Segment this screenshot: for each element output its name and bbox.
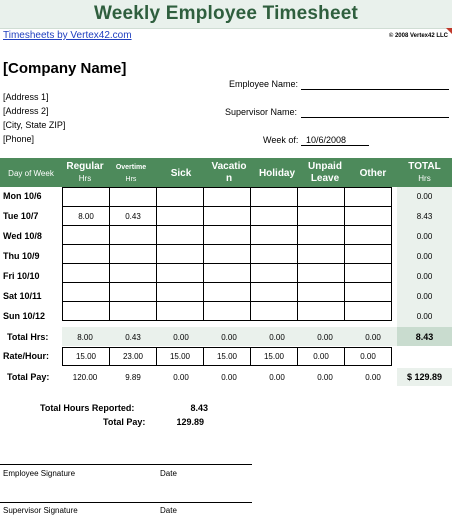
hours-cell[interactable] bbox=[63, 226, 110, 245]
rate-row bbox=[62, 347, 392, 366]
hours-cell[interactable] bbox=[204, 245, 251, 264]
day-label: Fri 10/10 bbox=[3, 271, 40, 281]
day-label: Sun 10/12 bbox=[3, 311, 46, 321]
total-pay-value: 0.00 bbox=[365, 373, 381, 382]
employee-signature-line[interactable] bbox=[0, 464, 252, 465]
hours-cell[interactable] bbox=[251, 245, 298, 264]
hours-cell[interactable] bbox=[298, 264, 345, 283]
supervisor-signature-label: Supervisor Signature bbox=[3, 506, 78, 515]
total-hours-reported-label: Total Hours Reported: bbox=[40, 403, 135, 413]
hours-cell[interactable] bbox=[345, 283, 392, 302]
col-day-of-week: Day of Week bbox=[8, 169, 54, 178]
hours-cell[interactable] bbox=[204, 302, 251, 321]
hours-cell[interactable] bbox=[345, 226, 392, 245]
hours-cell[interactable] bbox=[157, 264, 204, 283]
col-vacation-label-a: Vacatio bbox=[211, 161, 247, 172]
col-other: Other bbox=[359, 168, 387, 179]
rate-label: Rate/Hour: bbox=[3, 351, 50, 361]
city-state-zip[interactable]: [City, State ZIP] bbox=[3, 120, 66, 130]
hours-cell[interactable]: 8.00 bbox=[63, 207, 110, 226]
hours-cell[interactable] bbox=[63, 264, 110, 283]
table-row bbox=[63, 188, 392, 207]
hours-cell[interactable] bbox=[63, 302, 110, 321]
total-hrs-value: 8.00 bbox=[77, 333, 93, 342]
supervisor-name-label: Supervisor Name: bbox=[225, 107, 298, 117]
hours-cell[interactable] bbox=[157, 283, 204, 302]
day-label: Wed 10/8 bbox=[3, 231, 42, 241]
supervisor-date-label: Date bbox=[160, 506, 177, 515]
hours-cell[interactable] bbox=[157, 207, 204, 226]
company-name[interactable]: [Company Name] bbox=[3, 60, 127, 77]
hours-cell[interactable] bbox=[110, 264, 157, 283]
table-row bbox=[63, 348, 392, 366]
day-total: 0.00 bbox=[416, 312, 433, 321]
employee-signature-label: Employee Signature bbox=[3, 469, 76, 478]
table-row bbox=[63, 283, 392, 302]
total-pay-value: 0.00 bbox=[317, 373, 333, 382]
day-label: Mon 10/6 bbox=[3, 191, 42, 201]
day-total: 0.00 bbox=[416, 192, 433, 201]
col-overtime-label: Overtime bbox=[115, 164, 147, 171]
hours-cell[interactable] bbox=[110, 226, 157, 245]
summary-total-pay-label: Total Pay: bbox=[103, 417, 146, 427]
col-unpaid-label-b: Leave bbox=[310, 173, 340, 184]
total-pay-value: 0.00 bbox=[221, 373, 237, 382]
col-unpaid-label-a: Unpaid bbox=[308, 161, 342, 172]
rate-cell[interactable]: 0.00 bbox=[298, 348, 345, 366]
day-total: 0.00 bbox=[416, 272, 433, 281]
summary-total-pay-value: 129.89 bbox=[176, 417, 204, 427]
hours-cell[interactable] bbox=[204, 264, 251, 283]
hours-cell[interactable] bbox=[345, 302, 392, 321]
address-line-1[interactable]: [Address 1] bbox=[3, 92, 49, 102]
total-pay-value: 120.00 bbox=[72, 373, 98, 382]
table-row bbox=[63, 226, 392, 245]
col-vacation-label-b: n bbox=[225, 173, 233, 184]
copyright-text: © 2008 Vertex42 LLC bbox=[388, 33, 448, 39]
hours-cell[interactable] bbox=[110, 245, 157, 264]
day-total: 0.00 bbox=[416, 232, 433, 241]
hours-cell[interactable] bbox=[251, 226, 298, 245]
day-total: 0.00 bbox=[416, 252, 433, 261]
hours-cell[interactable] bbox=[345, 188, 392, 207]
hours-cell[interactable] bbox=[157, 245, 204, 264]
rate-cell[interactable]: 0.00 bbox=[345, 348, 392, 366]
day-total: 0.00 bbox=[416, 292, 433, 301]
day-label: Sat 10/11 bbox=[3, 291, 42, 301]
employee-date-label: Date bbox=[160, 469, 177, 478]
hours-cell[interactable] bbox=[63, 245, 110, 264]
col-total bbox=[397, 161, 452, 185]
hours-cell[interactable] bbox=[251, 264, 298, 283]
supervisor-name-field[interactable] bbox=[301, 106, 449, 118]
hours-cell[interactable] bbox=[157, 188, 204, 207]
hours-cell[interactable] bbox=[204, 207, 251, 226]
hours-cell[interactable] bbox=[298, 188, 345, 207]
col-holiday: Holiday bbox=[258, 168, 296, 179]
employee-name-field[interactable] bbox=[301, 78, 449, 90]
total-hrs-value: 0.00 bbox=[173, 333, 189, 342]
total-pay-grand: $ 129.89 bbox=[406, 372, 443, 382]
week-of-label: Week of: bbox=[263, 135, 299, 145]
week-of-value: 10/6/2008 bbox=[306, 135, 347, 145]
day-label: Thu 10/9 bbox=[3, 251, 40, 261]
col-total-label: TOTAL bbox=[408, 161, 441, 172]
rate-cell[interactable]: 23.00 bbox=[110, 348, 157, 366]
hours-cell[interactable] bbox=[110, 283, 157, 302]
hours-cell[interactable] bbox=[204, 283, 251, 302]
table-row bbox=[63, 207, 392, 226]
hours-cell[interactable] bbox=[345, 245, 392, 264]
hours-cell[interactable] bbox=[204, 188, 251, 207]
hours-cell[interactable] bbox=[63, 188, 110, 207]
rate-cell[interactable]: 15.00 bbox=[204, 348, 251, 366]
hours-cell[interactable] bbox=[63, 283, 110, 302]
col-overtime bbox=[108, 162, 154, 186]
day-label: Tue 10/7 bbox=[3, 211, 39, 221]
col-regular bbox=[62, 161, 108, 185]
col-unpaid-leave bbox=[301, 161, 349, 185]
hours-cell[interactable] bbox=[251, 283, 298, 302]
hours-cell[interactable] bbox=[298, 245, 345, 264]
hours-cell[interactable] bbox=[298, 302, 345, 321]
rate-cell[interactable]: 15.00 bbox=[251, 348, 298, 366]
hours-cell[interactable] bbox=[298, 207, 345, 226]
total-hrs-grand: 8.43 bbox=[415, 332, 434, 342]
total-pay-value: 0.00 bbox=[269, 373, 285, 382]
col-vacation bbox=[205, 161, 253, 185]
hours-cell[interactable] bbox=[251, 302, 298, 321]
hours-cell[interactable] bbox=[204, 226, 251, 245]
phone[interactable]: [Phone] bbox=[3, 134, 35, 144]
employee-name-label: Employee Name: bbox=[229, 79, 299, 89]
total-pay-value: 0.00 bbox=[173, 373, 189, 382]
page-title: Weekly Employee Timesheet bbox=[93, 3, 359, 24]
col-regular-label: Regular bbox=[66, 161, 104, 172]
hours-grid bbox=[62, 187, 392, 321]
rate-cell[interactable]: 15.00 bbox=[157, 348, 204, 366]
hours-cell[interactable]: 0.43 bbox=[110, 207, 157, 226]
table-row bbox=[63, 245, 392, 264]
hours-cell[interactable] bbox=[110, 188, 157, 207]
comment-indicator-icon bbox=[446, 28, 452, 34]
hours-cell[interactable] bbox=[251, 207, 298, 226]
col-regular-sub: Hrs bbox=[78, 174, 92, 183]
col-total-sub: Hrs bbox=[418, 174, 431, 183]
hours-cell[interactable] bbox=[298, 226, 345, 245]
total-hrs-value: 0.43 bbox=[125, 333, 141, 342]
total-pay-label: Total Pay: bbox=[7, 372, 50, 382]
total-hrs-value: 0.00 bbox=[365, 333, 381, 342]
total-hrs-value: 0.00 bbox=[317, 333, 333, 342]
hours-cell[interactable] bbox=[157, 302, 204, 321]
col-sick: Sick bbox=[170, 168, 192, 179]
total-hrs-value: 0.00 bbox=[221, 333, 237, 342]
hours-cell[interactable] bbox=[345, 207, 392, 226]
hours-cell[interactable] bbox=[298, 283, 345, 302]
hours-cell[interactable] bbox=[345, 264, 392, 283]
total-pay-value: 9.89 bbox=[125, 373, 141, 382]
hours-cell[interactable] bbox=[157, 226, 204, 245]
col-overtime-sub: Hrs bbox=[125, 176, 137, 183]
day-total: 8.43 bbox=[416, 212, 433, 221]
total-hrs-value: 0.00 bbox=[269, 333, 285, 342]
total-hours-reported-value: 8.43 bbox=[190, 403, 208, 413]
table-row bbox=[63, 302, 392, 321]
address-line-2[interactable]: [Address 2] bbox=[3, 106, 49, 116]
supervisor-signature-line[interactable] bbox=[0, 502, 252, 503]
vertex42-link[interactable]: Timesheets by Vertex42.com bbox=[3, 30, 132, 41]
rate-cell[interactable]: 15.00 bbox=[63, 348, 110, 366]
hours-cell[interactable] bbox=[251, 188, 298, 207]
table-row bbox=[63, 264, 392, 283]
hours-cell[interactable] bbox=[110, 302, 157, 321]
total-hrs-label: Total Hrs: bbox=[7, 332, 49, 342]
